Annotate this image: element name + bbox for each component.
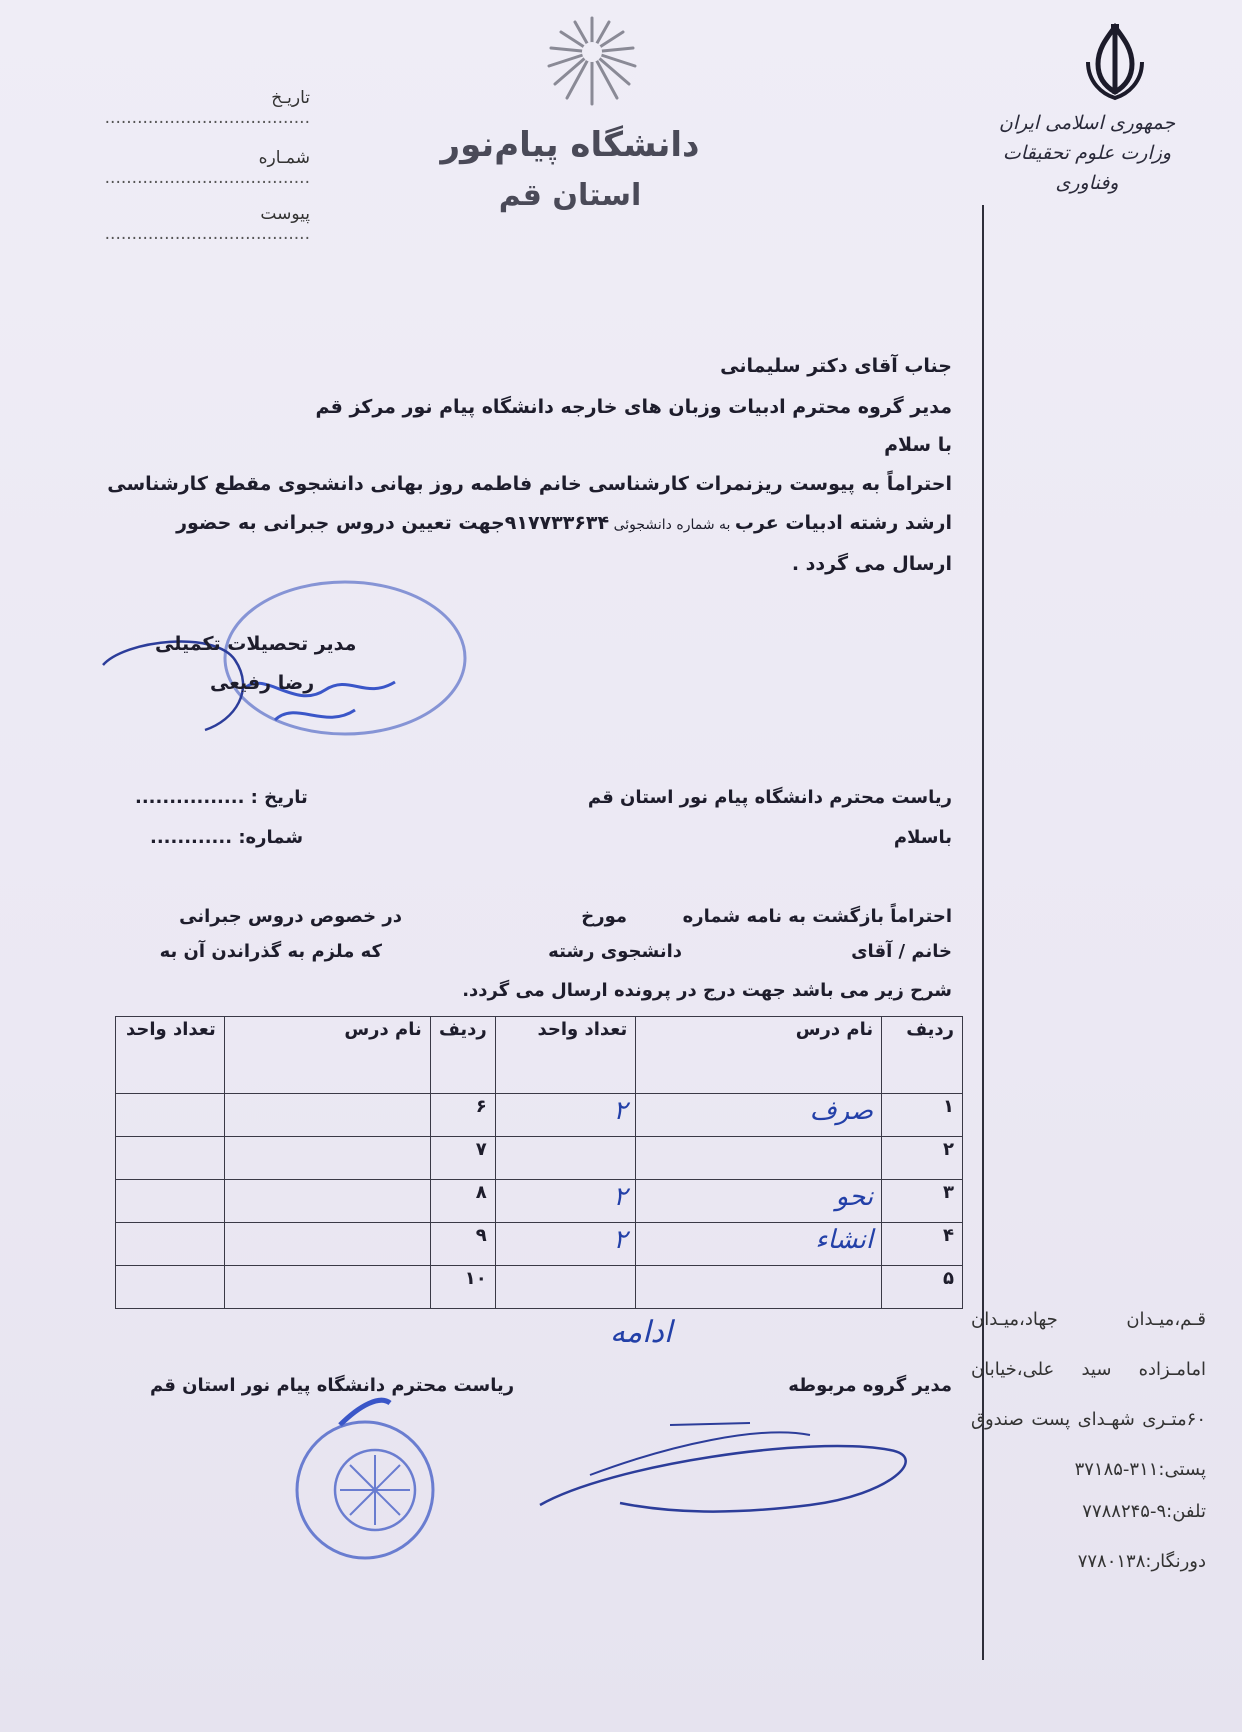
row-number: ۷	[430, 1137, 495, 1180]
form-line-2-b: دانشجوی رشته	[548, 941, 682, 962]
table-row	[116, 1266, 963, 1309]
table-header-row	[116, 1017, 963, 1094]
course-name: صرف	[636, 1094, 882, 1137]
course-name	[224, 1094, 430, 1137]
sidebar-phone: تلفن:۹-۷۷۸۸۲۴۵	[1082, 1501, 1206, 1522]
course-units	[116, 1094, 225, 1137]
sidebar-address: قـم،میـدان جهاد،میـدان امامـزاده سید علی،خیابان ۶۰متـری شهـدای پست صندوق پستی:۳۱۱-۳۷۱۸۵	[971, 1309, 1206, 1480]
header-number-field	[70, 148, 310, 188]
header-date-field	[70, 88, 310, 128]
government-title	[972, 108, 1202, 198]
handwritten-continue-note: ادامه	[610, 1315, 673, 1350]
letter-body-line-2-a: ارشد رشته ادبیات عرب	[734, 512, 952, 534]
row-number: ۵	[882, 1266, 963, 1309]
row-number: ۱	[882, 1094, 963, 1137]
letter-recipient: مدیر گروه محترم ادبیات وزبان های خارجه دانشگاه پیام نور مرکز قم	[315, 396, 952, 418]
row-number: ۳	[882, 1180, 963, 1223]
letter-salutation: جناب آقای دکتر سلیمانی	[720, 355, 952, 377]
university-province: استان قم	[498, 178, 642, 213]
table-row	[116, 1094, 963, 1137]
course-name: انشاء	[636, 1223, 882, 1266]
iran-emblem-icon	[1080, 22, 1150, 102]
table-header-course-name-2: نام درس	[224, 1017, 430, 1094]
form-line-3: شرح زیر می باشد جهت درج در پرونده ارسال می گردد.	[462, 980, 952, 1001]
row-number: ۸	[430, 1180, 495, 1223]
row-number: ۴	[882, 1223, 963, 1266]
header-attachment-dots: ......................................	[104, 224, 310, 244]
course-units: ۲	[495, 1223, 635, 1266]
row-number: ۱۰	[430, 1266, 495, 1309]
course-name	[224, 1180, 430, 1223]
course-units: ۲	[495, 1180, 635, 1223]
table-header-row-number-1: ردیف	[882, 1017, 963, 1094]
sign-department-head: مدیر گروه مربوطه	[788, 1375, 952, 1396]
course-name	[224, 1266, 430, 1309]
course-name	[636, 1137, 882, 1180]
course-units	[116, 1180, 225, 1223]
university-name: دانشگاه پیام‌نور	[440, 125, 700, 165]
form-line-1-c: در خصوص دروس جبرانی	[179, 906, 402, 927]
course-name: نحو	[636, 1180, 882, 1223]
row-number: ۶	[430, 1094, 495, 1137]
signature-name: رضا رفیعی	[210, 672, 315, 694]
row-number: ۹	[430, 1223, 495, 1266]
table-header-units-1: تعداد واحد	[495, 1017, 635, 1094]
form-greeting: باسلام	[893, 827, 952, 848]
table-header-course-name-1: نام درس	[636, 1017, 882, 1094]
header-date-dots: ......................................	[104, 108, 310, 128]
form-line-2-c: که ملزم به گذراندن آن به	[159, 941, 382, 962]
table-row	[116, 1223, 963, 1266]
header-number-label: شمـاره	[258, 148, 310, 168]
table-row	[116, 1137, 963, 1180]
header-attachment-field	[70, 204, 310, 244]
course-units	[116, 1266, 225, 1309]
table-header-units-2: تعداد واحد	[116, 1017, 225, 1094]
form-line-2-a: خانم / آقای	[851, 941, 952, 962]
form-line-1-a: احتراماً بازگشت به نامه شماره	[682, 906, 952, 927]
letter-body-line-2-small: به شماره دانشجوئی	[609, 517, 735, 533]
letter-body-line-2-b: ۹۱۷۷۳۳۶۳۴جهت تعیین دروس جبرانی به حضور	[176, 512, 610, 534]
header-date-label: تاریـخ	[271, 88, 310, 108]
form-line-1-b: مورخ	[581, 906, 627, 927]
course-units	[495, 1266, 635, 1309]
sidebar-fax: دورنگار:۷۷۸۰۱۳۸	[1077, 1551, 1206, 1572]
form-date-field: تاریخ : ................	[135, 787, 308, 808]
letter-body-line-2	[176, 512, 952, 534]
course-units	[495, 1137, 635, 1180]
graduate-office-stamp-icon	[95, 570, 485, 770]
letter-body-line-3: ارسال می گردد .	[791, 553, 952, 575]
table-header-row-number-2: ردیف	[430, 1017, 495, 1094]
course-name	[224, 1223, 430, 1266]
signature-title: مدیر تحصیلات تکمیلی	[155, 633, 357, 655]
letter-greeting: با سلام	[884, 434, 952, 456]
letter-body-line-1: احتراماً به پیوست ریزنمرات کارشناسی خانم فاطمه روز بهانی دانشجوی مقطع کارشناسی	[107, 473, 952, 495]
course-name	[636, 1266, 882, 1309]
table-row	[116, 1180, 963, 1223]
payame-noor-logo-icon	[537, 12, 647, 122]
course-units	[116, 1223, 225, 1266]
gov-line-1: جمهوری اسلامی ایران	[998, 112, 1176, 134]
header-attachment-label: پیوست	[260, 204, 310, 224]
course-units: ۲	[495, 1094, 635, 1137]
compensatory-courses-table	[115, 1016, 963, 1309]
form-addressee: ریاست محترم دانشگاه پیام نور استان قم	[587, 787, 952, 808]
course-units	[116, 1137, 225, 1180]
header-number-dots: ......................................	[104, 168, 310, 188]
gov-line-2: وزارت علوم تحقیقات وفناوری	[1002, 142, 1172, 194]
university-seal-stamp-icon	[290, 1405, 440, 1575]
sign-university-president: ریاست محترم دانشگاه پیام نور استان قم	[150, 1375, 515, 1396]
row-number: ۲	[882, 1137, 963, 1180]
course-name	[224, 1137, 430, 1180]
form-number-field: شماره: ............	[150, 827, 304, 848]
